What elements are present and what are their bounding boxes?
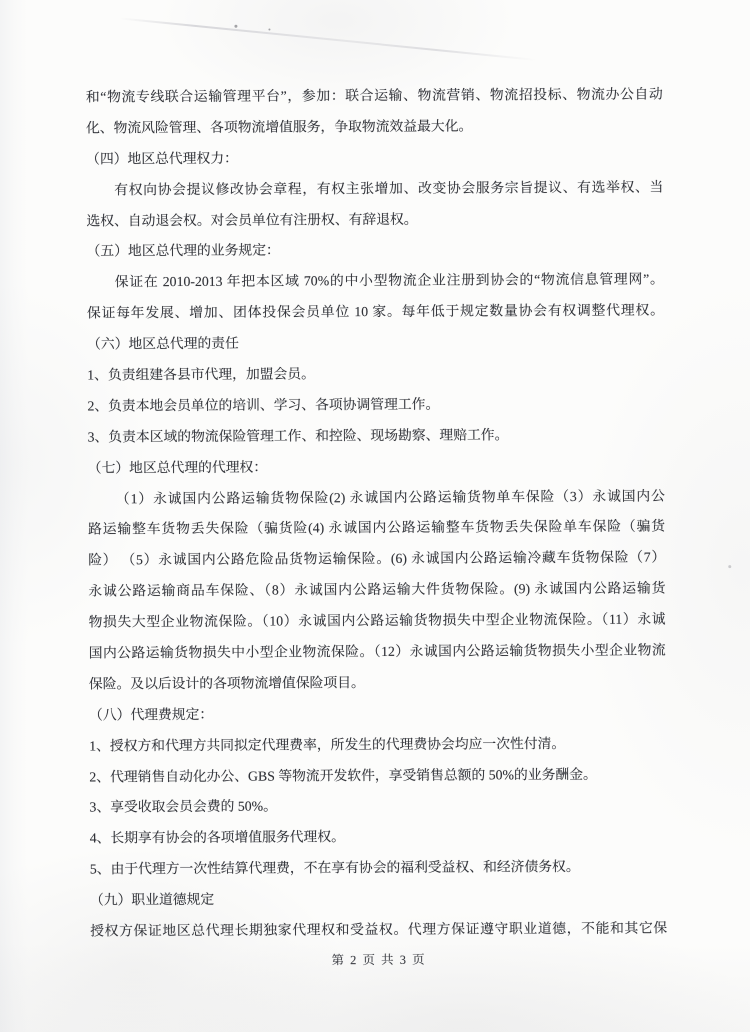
list-item: 5、由于代理方一次性结算代理费，不在享有协会的福利受益权、和经济债务权。 (89, 859, 580, 877)
scan-speck (234, 25, 237, 28)
list-item: 1、负责组建各县市代理，加盟会员。 (87, 366, 315, 383)
text-line: 物损失大型企业物流保险。（10）永诚国内公路运输货物损失中型企业物流保险。（11）永诚 (88, 611, 666, 630)
text-line: 有权向协会提议修改协会章程，有权主张增加、改变协会服务宗旨提议、有选举权、当 (114, 179, 664, 198)
scan-speck (268, 29, 270, 31)
text-line: 化、物流风险管理、各项物流增值服务，争取物流效益最大化。 (85, 118, 473, 136)
text-line: 选权、自动退会权。对会员单位有注册权、有辞退权。 (86, 211, 418, 229)
document-body (86, 79, 668, 947)
section-heading: （五）地区总代理的业务规定： (86, 242, 280, 259)
text-line: 险） （5）永诚国内公路危险品货物运输保险。(6) 永诚国内公路运输冷藏车货物保险（7） (88, 549, 666, 568)
text-line: （1）永诚国内公路运输货物保险(2) 永诚国内公路运输货物单车保险（3）永诚国内公 (115, 488, 665, 506)
section-heading: （六）地区总代理的责任 (87, 335, 239, 352)
section-heading: （四）地区总代理权力： (86, 150, 238, 167)
page-footer: 第 2 页 共 3 页 (331, 952, 427, 968)
list-item: 2、代理销售自动化办公、GBS 等物流开发软件，享受销售总额的 50%的业务酬金。 (89, 766, 597, 785)
section-heading: （七）地区总代理的代理权： (87, 459, 268, 476)
list-item: 1、授权方和代理方共同拟定代理费率，所发生的代理费协会均应一次性付清。 (89, 735, 566, 754)
text-line: 保证在 2010-2013 年把本区域 70%的中小型物流企业注册到协会的“物流信息管理网”。 (114, 271, 664, 290)
list-item: 3、负责本区域的物流保险管理工作、和控险、现场勘察、理赔工作。 (87, 427, 509, 445)
text-line: 国内公路运输货物损失中小型企业物流保险。（12）永诚国内公路运输货物损失小型企业物流 (88, 642, 666, 661)
text-line: 保证每年发展、增加、团体投保会员单位 10 家。每年低于规定数量协会有权调整代理权。 (86, 302, 664, 321)
section-heading: （八）代理费规定： (88, 706, 214, 723)
text-line: 授权方保证地区总代理长期独家代理权和受益权。代理方保证遵守职业道德，不能和其它保 (90, 920, 668, 939)
text-line: 保险。及以后设计的各项物流增值保险项目。 (88, 674, 365, 692)
list-item: 4、长期享有协会的各项增值服务代理权。 (89, 829, 345, 846)
scan-speck (728, 565, 731, 568)
text-line: 路运输整车货物丢失保险（骗货险(4) 永诚国内公路运输整车货物丢失保险单车保险（骗货 (88, 518, 666, 537)
section-heading: （九）职业道德规定 (89, 892, 215, 908)
list-item: 2、负责本地会员单位的培训、学习、各项协调管理工作。 (87, 396, 440, 414)
paper-crease (119, 17, 537, 61)
list-item: 3、享受收取会员会费的 50%。 (89, 799, 277, 815)
text-line: 和“物流专线联合运输管理平台”，参加：联合运输、物流营销、物流招投标、物流办公自动 (85, 86, 663, 105)
text-line: 永诚公路运输商品车保险、（8）永诚国内公路运输大件货物保险。(9) 永诚国内公路运输货 (88, 580, 666, 599)
